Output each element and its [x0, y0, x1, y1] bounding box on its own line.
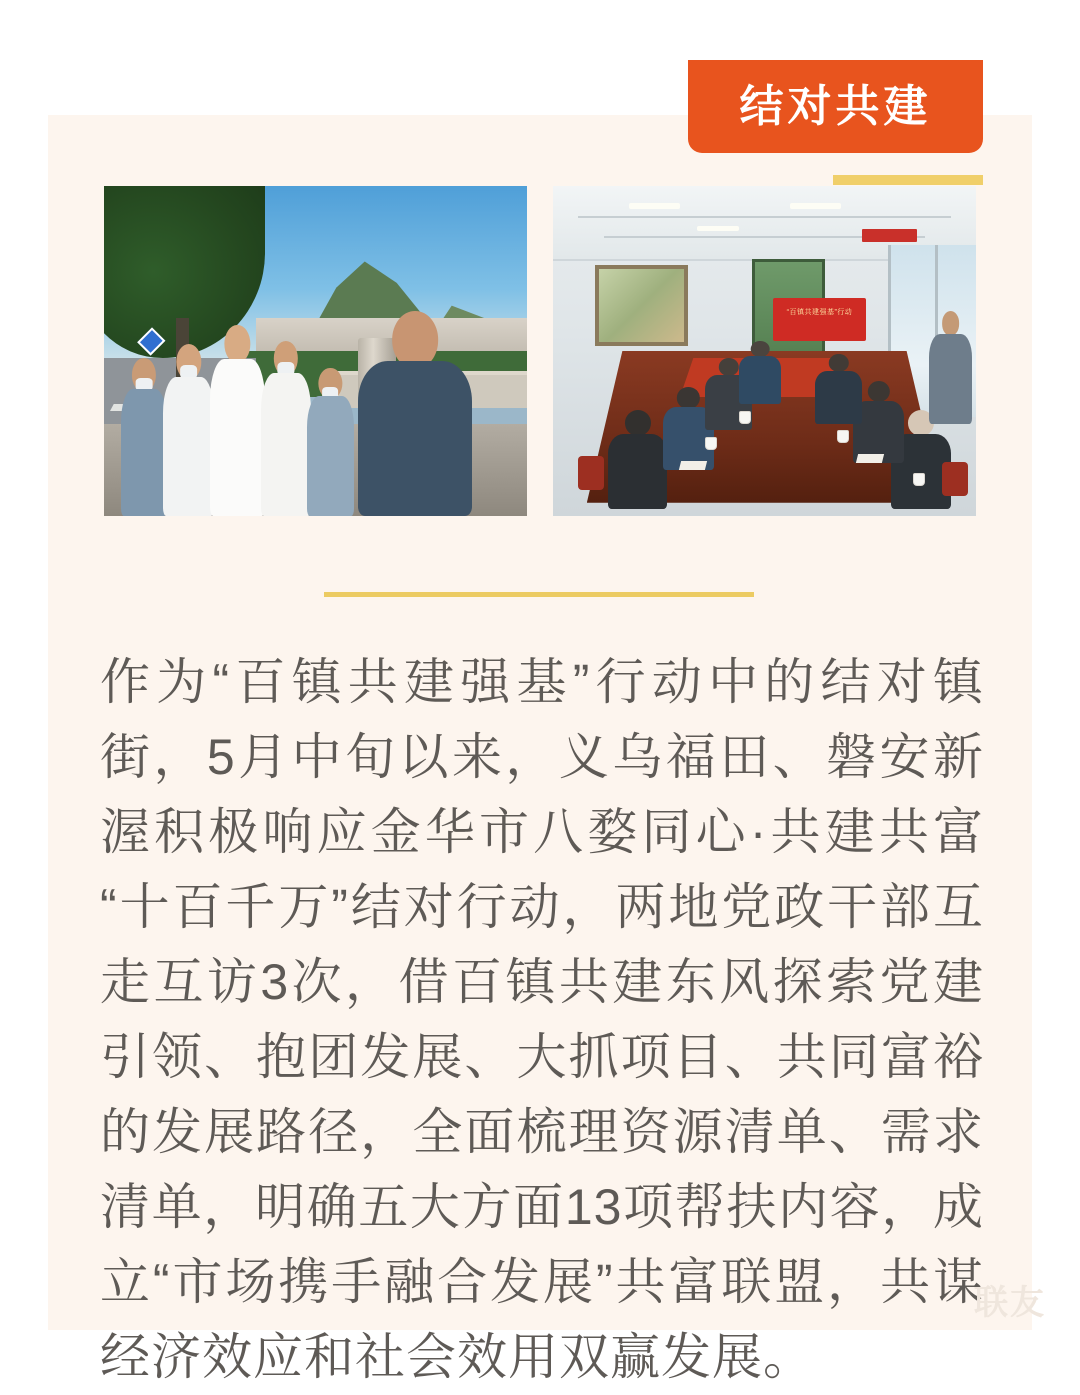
photo-row — [104, 186, 976, 516]
ceiling-line — [578, 216, 950, 218]
person-head — [677, 387, 699, 408]
person-head — [718, 358, 738, 377]
meeting-backdrop-title: “百镇共建强基”行动 — [786, 308, 853, 316]
section-banner — [688, 60, 983, 153]
person-body — [307, 396, 354, 516]
small-red-banner — [862, 229, 917, 242]
person-body — [739, 356, 781, 404]
chair — [578, 456, 604, 490]
person-body — [358, 361, 472, 516]
person-head — [942, 311, 960, 336]
tea-cup — [837, 430, 849, 443]
person-head — [625, 410, 651, 436]
person — [210, 325, 265, 516]
person-body — [163, 377, 214, 516]
photo-meeting-room — [553, 186, 976, 516]
chair — [942, 462, 968, 496]
person-head — [225, 325, 250, 363]
meeting-backdrop-banner — [773, 298, 866, 341]
person — [307, 368, 354, 517]
watermark: 联友 — [974, 1284, 1046, 1322]
ceiling-light — [790, 203, 841, 210]
person-body — [815, 371, 862, 424]
document-paper — [679, 461, 707, 470]
tea-cup — [913, 473, 925, 486]
person — [608, 410, 667, 509]
section-banner-label: 结对共建 — [739, 81, 932, 131]
person — [163, 344, 214, 516]
photo-outdoor-inspection — [104, 186, 527, 516]
person-foreground — [358, 311, 472, 516]
article-body: 作为“百镇共建强基”行动中的结对镇街，5月中旬以来，义乌福田、磐安新渥积极响应金华市八婺同心·共建共富“十百千万”结对行动，两地党政干部互走互访3次，借百镇共建东风探索党建引领、抱团发展、大抓项目、共同富裕的发展路径，全面梳理资源清单、需求清单，明确五大方面13项帮扶内容，成立“市场携手融合发展”共富联盟，共谋经济效应和社会效用双赢发展。 — [100, 654, 984, 1385]
ceiling-light — [629, 203, 680, 210]
person — [121, 358, 168, 516]
person — [739, 341, 781, 404]
wall-painting — [595, 265, 688, 346]
document-paper — [856, 454, 884, 463]
person-body — [929, 334, 971, 424]
person-body — [608, 434, 667, 509]
person-head — [751, 341, 770, 357]
person — [815, 354, 862, 423]
person-standing — [929, 311, 971, 423]
person-body — [121, 389, 168, 516]
person — [261, 341, 312, 516]
tea-cup — [739, 411, 751, 424]
ceiling-light — [697, 226, 739, 231]
person-head — [828, 354, 848, 372]
section-divider — [324, 592, 754, 597]
person-head — [868, 381, 890, 402]
tea-cup — [705, 437, 717, 450]
person-body — [210, 359, 265, 516]
person-body — [261, 373, 312, 516]
accent-bar — [833, 175, 983, 185]
